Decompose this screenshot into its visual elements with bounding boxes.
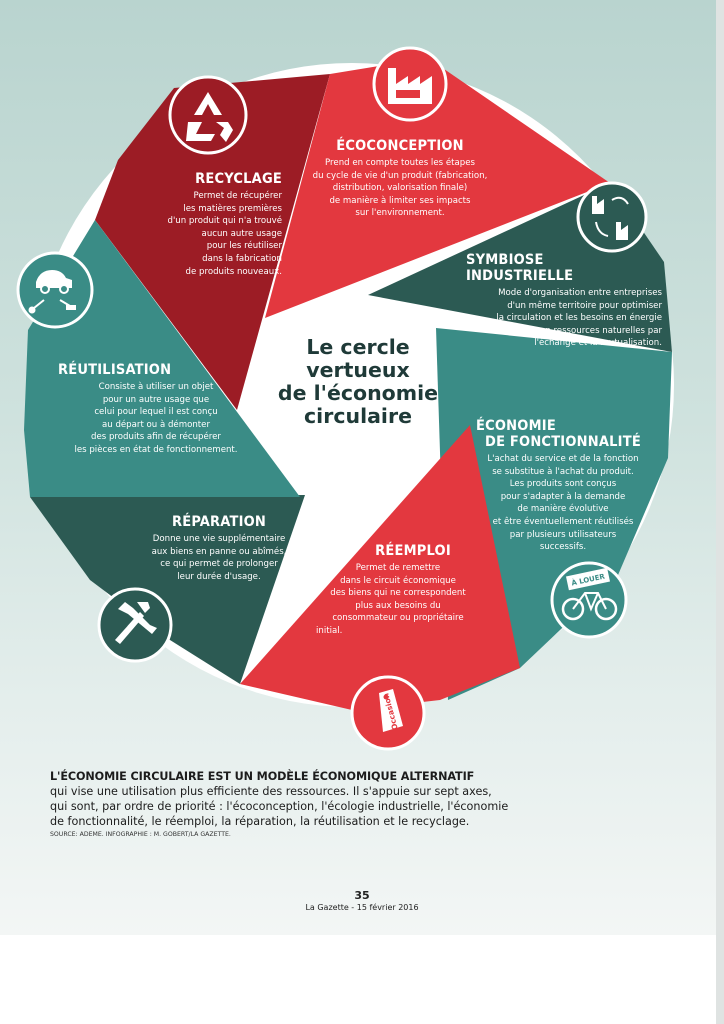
desc-line: Prend en compte toutes les étapes [325, 158, 475, 168]
desc-line: au départ ou à démonter [102, 419, 210, 430]
desc-line: distribution, valorisation finale) [332, 183, 468, 194]
folio-line: La Gazette - 15 février 2016 [305, 903, 419, 912]
desc-line: aucun autre usage [201, 228, 282, 239]
title-line: ÉCONOMIE [476, 418, 556, 434]
title-line: INDUSTRIELLE [466, 268, 574, 284]
segment-description [58, 381, 254, 457]
desc-line: plus aux besoins du [355, 600, 441, 611]
car-parts-icon [18, 253, 92, 327]
desc-line: Les produits sont conçus [509, 479, 617, 490]
desc-line: par plusieurs utilisateurs [509, 529, 617, 540]
title-line: SYMBIOSE [466, 252, 544, 268]
tools-icon [99, 589, 171, 661]
caption-source: SOURCE: ADEME. INFOGRAPHIE : M. GOBERT/LA GAZETTE. [50, 831, 231, 838]
bicycle-icon [552, 563, 626, 637]
label-fonctionnalite [470, 418, 656, 554]
desc-line: Mode d'organisation entre entreprises [498, 288, 662, 298]
price-tag-text: Occasion [381, 692, 400, 732]
desc-line: des produits afin de récupérer [91, 432, 221, 443]
desc-line: d'un même territoire pour optimiser [507, 300, 662, 311]
desc-line: Donne une vie supplémentaire [152, 534, 286, 544]
desc-line: Consiste à utiliser un objet [98, 382, 214, 392]
desc-line: pour un autre usage que [102, 394, 210, 405]
desc-line: d'un produit qui n'a trouvé [167, 216, 282, 227]
segment-title: RÉUTILISATION [58, 362, 172, 378]
center-title-line: vertueux [306, 358, 410, 382]
desc-line: successifs. [539, 542, 587, 553]
desc-line: sur l'environnement. [355, 208, 445, 219]
caption-headline: L'ÉCONOMIE CIRCULAIRE EST UN MODÈLE ÉCONOMIQUE ALTERNATIF [50, 770, 475, 783]
recycle-icon [170, 77, 246, 153]
center-title-line: circulaire [304, 404, 412, 428]
label-reemploi [312, 543, 484, 638]
desc-line: dans le circuit économique [340, 575, 456, 586]
desc-line: du cycle de vie d'un produit (fabrication, [312, 170, 488, 181]
desc-line: pour les réutiliser [206, 241, 282, 252]
desc-line: L'achat du service et de la fonction [487, 454, 639, 464]
center-title-line: Le cercle [306, 335, 410, 359]
segment-description [146, 190, 282, 278]
segment-description [134, 533, 304, 583]
factory-icon [374, 48, 446, 120]
label-reutilisation [58, 362, 254, 457]
factory-exchange-icon [578, 183, 646, 251]
desc-line: les pièces en état de fonctionnement. [74, 444, 238, 455]
desc-line: pour s'adapter à la demande [500, 491, 626, 502]
desc-line: la circulation et les besoins en énergie [496, 313, 662, 324]
label-ecoconception [312, 138, 488, 220]
label-recyclage [146, 171, 282, 278]
page-folio [262, 889, 462, 913]
desc-line: et en ressources naturelles par [528, 325, 662, 336]
segment-description [470, 453, 656, 554]
segment-description [312, 157, 488, 220]
desc-line: aux biens en panne ou abîmés, [151, 546, 287, 557]
desc-line: des biens qui ne correspondent [330, 588, 466, 599]
desc-line: de manière évolutive [517, 504, 609, 515]
desc-line: l'échange et la mutualisation. [534, 338, 662, 349]
segment-title: RÉEMPLOI [375, 543, 451, 559]
page-number: 35 [354, 889, 370, 902]
desc-line: consommateur ou propriétaire [332, 613, 464, 624]
desc-line: celui pour lequel il est conçu [94, 407, 218, 418]
caption-body [50, 784, 670, 829]
desc-line: ce qui permet de prolonger [160, 559, 278, 570]
segment-title [470, 418, 656, 450]
infographic-caption [50, 770, 670, 841]
desc-line: initial. [316, 625, 343, 636]
desc-line: Permet de remettre [355, 563, 441, 573]
desc-line: Permet de récupérer [193, 191, 282, 201]
segment-title [466, 252, 662, 284]
segment-title: RECYCLAGE [195, 171, 282, 187]
desc-line: se substitue à l'achat du produit. [492, 466, 634, 477]
desc-line: de manière à limiter ses impacts [329, 195, 471, 206]
center-title [268, 336, 448, 428]
caption-line: qui sont, par ordre de priorité : l'écoconception, l'écologie industrielle, l'économie [50, 800, 509, 813]
desc-line: dans la fabrication [202, 253, 282, 264]
label-symbiose [466, 252, 662, 350]
center-title-line: de l'économie [277, 381, 439, 405]
label-reparation [134, 514, 304, 583]
desc-line: et être éventuellement réutilisés [492, 516, 634, 527]
desc-line: les matières premières [183, 203, 282, 214]
title-line: DE FONCTIONNALITÉ [485, 434, 641, 450]
segment-title: ÉCOCONCEPTION [336, 138, 464, 154]
segment-title: RÉPARATION [171, 514, 267, 530]
bicycle-sign-text: À LOUER [570, 572, 606, 588]
caption-line: de fonctionnalité, le réemploi, la réparation, la réutilisation et le recyclage. [50, 815, 470, 828]
desc-line: leur durée d'usage. [177, 571, 261, 582]
price-tag-icon [352, 677, 424, 749]
page-edge [716, 0, 724, 1024]
desc-line: de produits nouveaux. [185, 266, 282, 277]
segment-description [466, 287, 662, 350]
caption-line: qui vise une utilisation plus efficiente des ressources. Il s'appuie sur sept axes, [50, 785, 492, 798]
segment-description [312, 562, 484, 638]
